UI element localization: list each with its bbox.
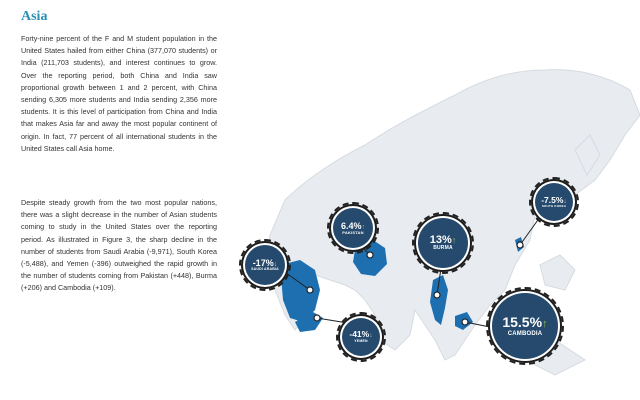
- arrow-up-icon: ↑: [451, 235, 457, 245]
- arrow-down-icon: ↓: [369, 332, 373, 340]
- callout-yemen: [342, 318, 380, 356]
- callout-value: -41%: [349, 329, 370, 340]
- callout-value: -7.5%: [541, 194, 564, 205]
- asia-map: [215, 40, 640, 400]
- callout-label: PAKISTAN: [342, 229, 364, 235]
- callout-saudi-arabia: [245, 245, 285, 285]
- callout-value: 6.4%: [340, 220, 362, 231]
- callout-label: CAMBODIA: [507, 330, 543, 337]
- intro-paragraph: Forty-nine percent of the F and M student population in the United States hailed from either China (377,070 students) or India (211,703 students), and interest continues to grow. Over the reporting period, both China and India saw proportional growth between 1 and 2 percent, with China sending 6,305 more students and India sending 2,356 more students. It is this level of participation from China and India that makes Asia far and away the most popular continent of origin. In fact, 77 percent of all international students in the United States call Asia home.: [21, 34, 217, 153]
- callout-value: 13%: [429, 234, 452, 246]
- callout-south-korea: [535, 183, 573, 221]
- section-title: Asia: [21, 9, 48, 24]
- callout-label: BURMA: [433, 245, 453, 251]
- callout-label: SOUTH KOREA: [541, 204, 567, 209]
- callout-value: -17%: [252, 257, 274, 268]
- callout-label: SAUDI ARABIA: [251, 266, 279, 271]
- arrow-down-icon: ↓: [563, 197, 567, 205]
- arrow-up-icon: ↑: [542, 318, 548, 331]
- callout-cambodia: [492, 293, 558, 359]
- decline-paragraph: Despite steady growth from the two most popular nations, there was a slight decrease in the number of Asian students coming to study in the United States over the reporting period. As illustrated in Figure 3, the sharp decline in the number of students from Saudi Arabia (-9,971), South Korea (-5,488), and Yemen (-396) outweighed the rapid growth in the number of students coming from Pakistan (+448), Burma (+206) and Cambodia (+109).: [21, 198, 217, 293]
- arrow-down-icon: ↓: [273, 258, 278, 268]
- arrow-up-icon: ↑: [361, 221, 366, 231]
- callout-burma: [418, 218, 468, 268]
- callout-pakistan: [333, 208, 373, 248]
- callout-value: 15.5%: [502, 314, 543, 331]
- callout-label: YEMEN: [354, 339, 368, 344]
